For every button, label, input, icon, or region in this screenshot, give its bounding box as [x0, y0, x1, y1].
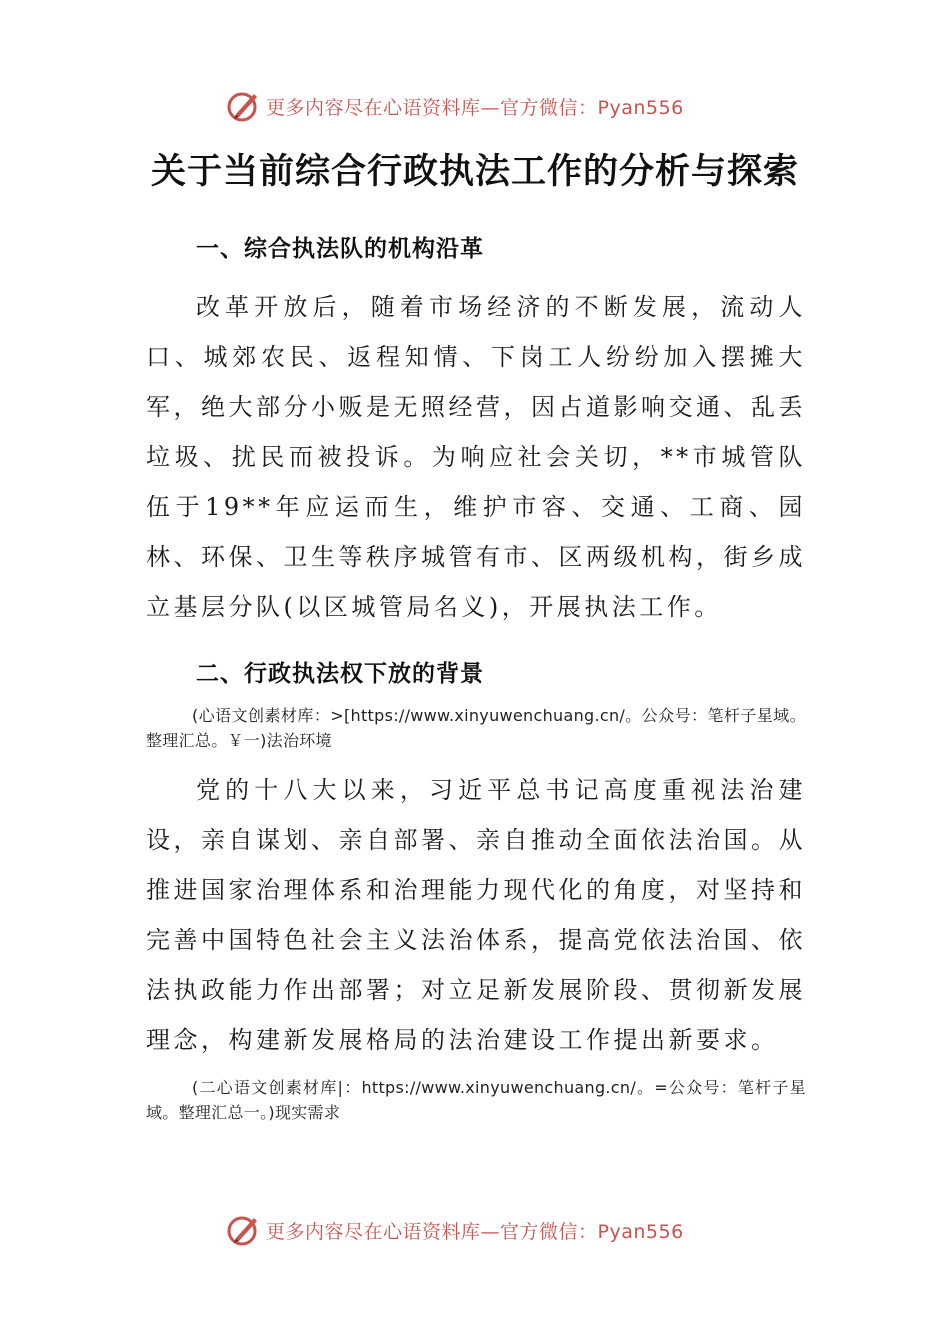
source-note-1: (心语文创素材库：>[https://www.xinyuwenchuang.cn/。公众号：笔杆子星域。整理汇总。￥一)法治环境 [146, 706, 806, 750]
watermark-text: 更多内容尽在心语资料库—官方微信：Pyan556 [266, 97, 684, 119]
watermark-header [0, 86, 950, 126]
pen-logo-icon [226, 88, 262, 124]
section-2-paragraph: 党的十八大以来，习近平总书记高度重视法治建设，亲自谋划、亲自部署、亲自推动全面依法治国。从推进国家治理体系和治理能力现代化的角度，对坚持和完善中国特色社会主义法治体系，提高党依法治国、依法执政能力作出部署；对立足新发展阶段、贯彻新发展理念，构建新发展格局的法治建设工作提出新要求。 [146, 776, 806, 1054]
pen-logo-icon [226, 1212, 262, 1248]
watermark-text: 更多内容尽在心语资料库—官方微信：Pyan556 [266, 1221, 684, 1243]
section-heading-2: 二、行政执法权下放的背景 [196, 661, 484, 687]
watermark-footer [0, 1210, 950, 1250]
section-1-paragraph: 改革开放后，随着市场经济的不断发展，流动人口、城郊农民、返程知情、下岗工人纷纷加入摆摊大军，绝大部分小贩是无照经营，因占道影响交通、乱丢垃圾、扰民而被投诉。为响应社会关切，**市城管队伍于19**年应运而生，维护市容、交通、工商、园林、环保、卫生等秩序城管有市、区两级机构，街乡成立基层分队(以区城管局名义)，开展执法工作。 [146, 293, 806, 621]
section-heading-1: 一、综合执法队的机构沿革 [196, 236, 484, 262]
source-note-2: (二心语文创素材库|：https://www.xinyuwenchuang.cn/。=公众号：笔杆子星域。整理汇总一。)现实需求 [146, 1078, 806, 1122]
document-title: 关于当前综合行政执法工作的分析与探索 [150, 151, 799, 192]
